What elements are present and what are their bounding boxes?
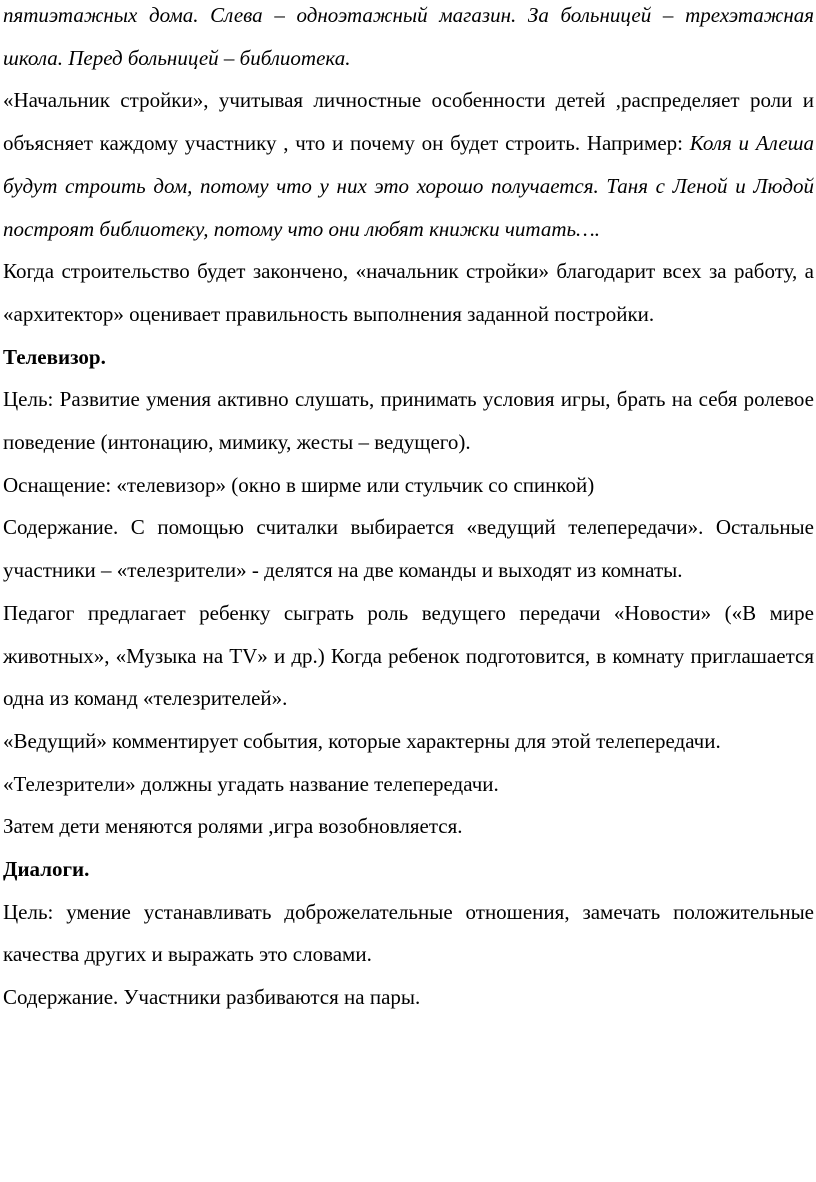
- paragraph-city-layout: пятиэтажных дома. Слева – одноэтажный магазин. За больницей – трехэтажная школа. Перед больницей – библиотека.: [3, 3, 814, 70]
- paragraph-tv-content: Содержание. С помощью считалки выбирается «ведущий телепередачи». Остальные участники – «телезрители» - делятся на две команды и выходят из комнаты.: [3, 515, 814, 583]
- paragraph-dialogs-content: Содержание. Участники разбиваются на пары.: [3, 985, 421, 1010]
- paragraph-construction-finish: Когда строительство будет закончено, «начальник стройки» благодарит всех за работу, а «архитектор» оценивает правильность выполнения заданной постройки.: [3, 259, 814, 326]
- paragraph-dialogs-goal: Цель: умение устанавливать доброжелательные отношения, замечать положительные качества других и выражать это словами.: [3, 899, 814, 967]
- paragraph-tv-goal: Цель: Развитие умения активно слушать, принимать условия игры, брать на себя ролевое поведение (интонацию, мимику, жесты – ведущего).: [3, 387, 814, 455]
- paragraph-construction-chief: [3, 79, 814, 250]
- paragraph-tv-teacher: Педагог предлагает ребенку сыграть роль ведущего передачи «Новости» («В мире животных», «Музыка на TV» и др.) Когда ребенок подготовится, в комнату приглашается одна из команд «телезрителей».: [3, 600, 814, 711]
- paragraph-tv-host: «Ведущий» комментирует события, которые характерны для этой телепередачи.: [3, 728, 721, 753]
- heading-dialogs: Диалоги.: [3, 857, 90, 882]
- heading-television: Телевизор.: [3, 344, 106, 369]
- paragraph-tv-equipment: Оснащение: «телевизор» (окно в ширме или стульчик со спинкой): [3, 472, 595, 497]
- paragraph-tv-swap: Затем дети меняются ролями ,игра возобновляется.: [3, 814, 463, 839]
- paragraph-construction-example: Коля и Алеша будут строить дом, потому что у них это хорошо получается. Таня с Леной и Людой построят библиотеку, потому что они любят книжки читать….: [3, 131, 814, 241]
- paragraph-tv-viewers: «Телезрители» должны угадать название телепередачи.: [3, 771, 499, 796]
- paragraph-construction-chief-text: «Начальник стройки», учитывая личностные особенности детей ,распределяет роли и объясняет каждому участнику , что и почему он будет строить. Например:: [3, 88, 814, 156]
